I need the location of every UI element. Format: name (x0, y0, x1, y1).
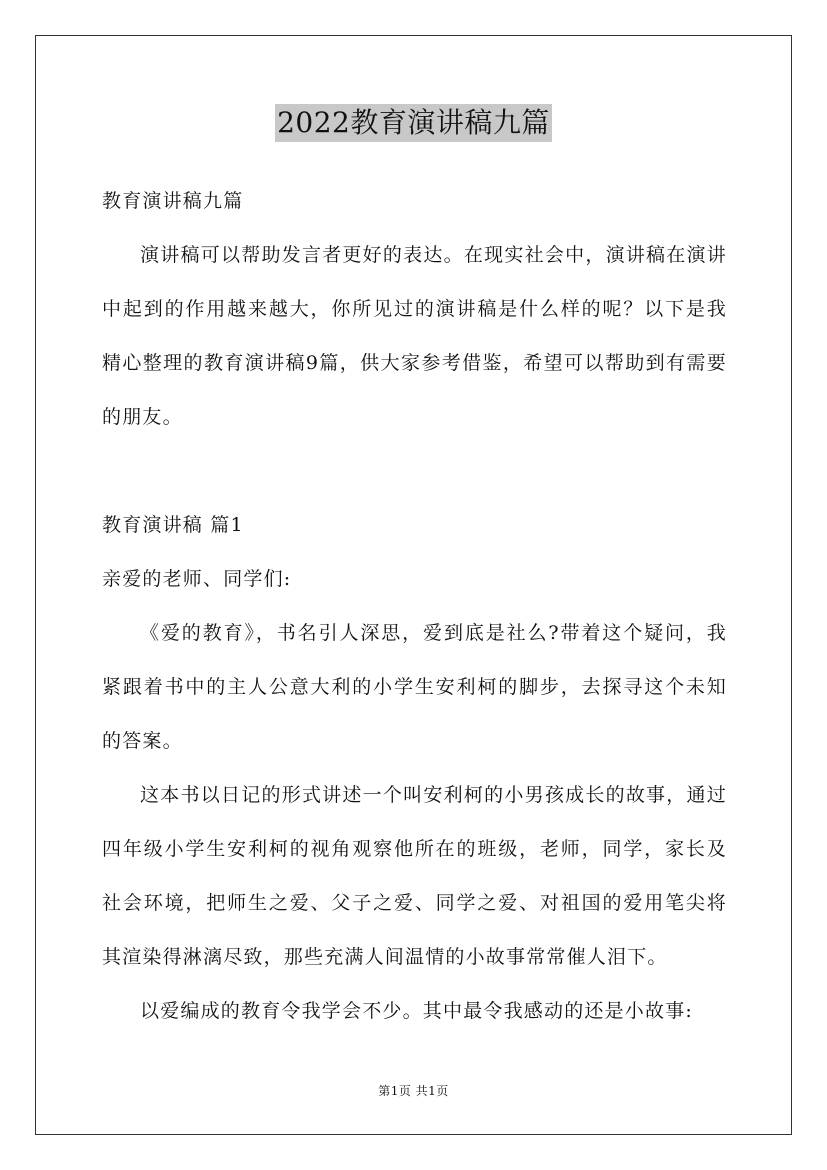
body-paragraph-2: 这本书以日记的形式讲述一个叫安利柯的小男孩成长的故事，通过四年级小学生安利柯的视角观察他所在的班级，老师，同学，家长及社会环境，把师生之爱、父子之爱、同学之爱、对祖国的爱用笔尖将其渲染得淋漓尽致，那些充满人间温情的小故事常常催人泪下。 (102, 784, 727, 968)
body-paragraph-1: 《爱的教育》，书名引人深思，爱到底是社么?带着这个疑问，我紧跟着书中的主人公意大利的小学生安利柯的脚步，去探寻这个未知的答案。 (102, 622, 727, 752)
document-subtitle: 教育演讲稿九篇 (102, 190, 244, 212)
intro-paragraph: 演讲稿可以帮助发言者更好的表达。在现实社会中，演讲稿在演讲中起到的作用越来越大，你所见过的演讲稿是什么样的呢？以下是我精心整理的教育演讲稿9篇，供大家参考借鉴，希望可以帮助到有需要的朋友。 (102, 244, 727, 428)
page-title: 2022教育演讲稿九篇 (275, 104, 552, 142)
greeting: 亲爱的老师、同学们: (102, 568, 292, 590)
title-wrap (0, 104, 827, 142)
page-footer: 第1页 共1页 (378, 1084, 449, 1098)
document-body (102, 174, 727, 1038)
section-heading: 教育演讲稿 篇1 (102, 514, 244, 536)
body-paragraph-3: 以爱编成的教育令我学会不少。其中最令我感动的还是小故事: (140, 1000, 694, 1022)
